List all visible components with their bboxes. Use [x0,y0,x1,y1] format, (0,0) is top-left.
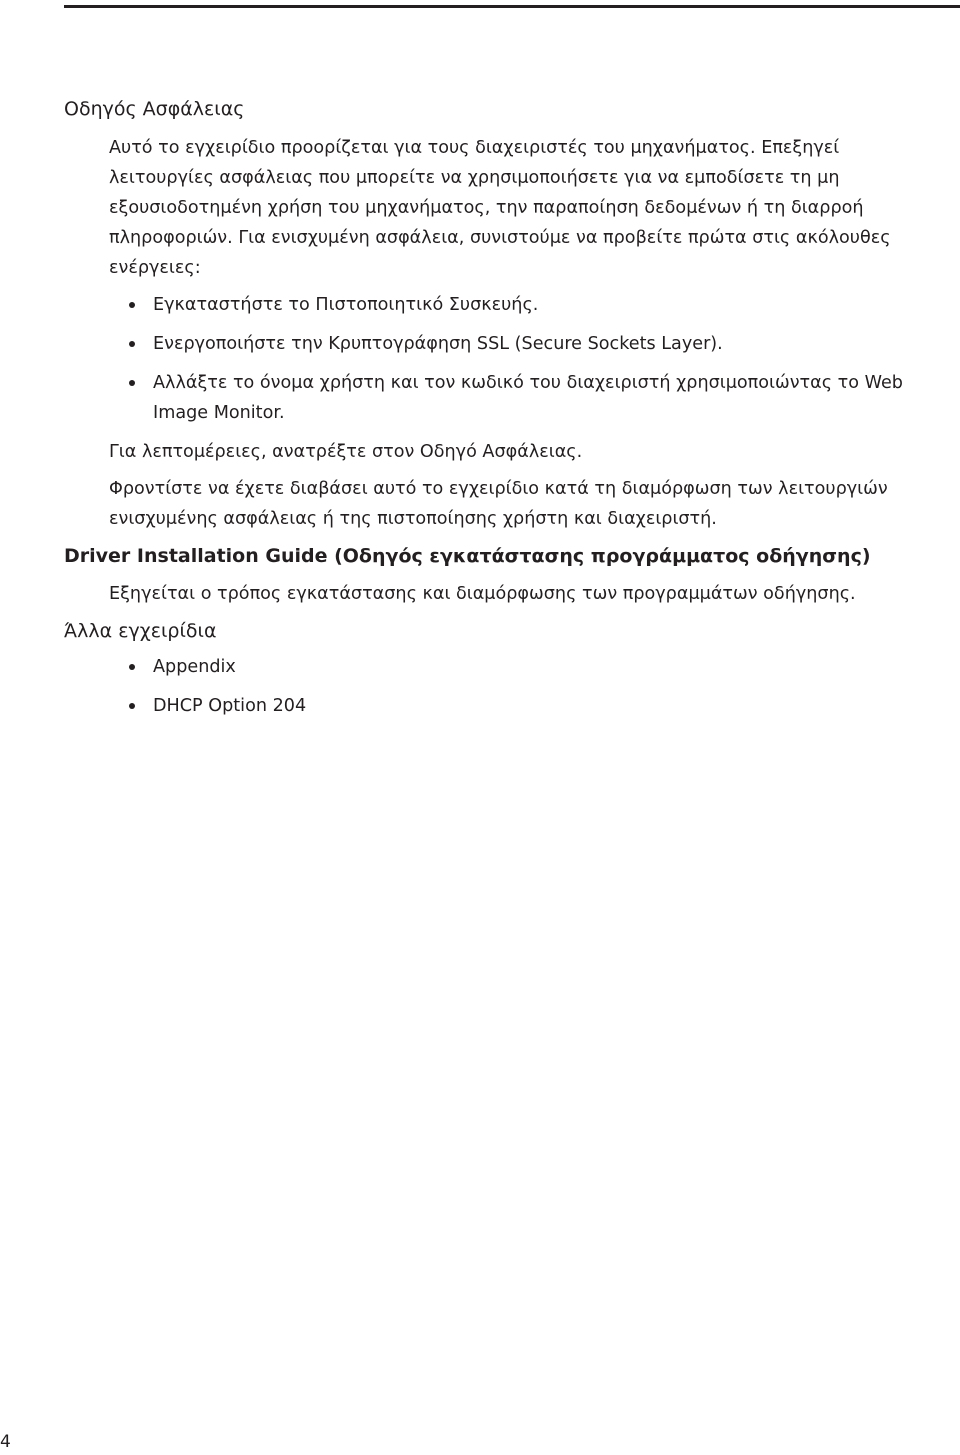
driver-guide-description: Εξηγείται ο τρόπος εγκατάστασης και διαμόρφωσης των προγραμμάτων οδήγησης. [109,584,856,604]
header-rule [64,5,960,8]
page-number: 4 [0,1432,11,1452]
security-guide-heading: Οδηγός Ασφάλειας [64,98,245,120]
list-item [109,329,934,359]
driver-guide-heading: Driver Installation Guide (Οδηγός εγκατάστασης προγράμματος οδήγησης) [64,545,871,567]
list-item [109,652,934,682]
security-guide-note: Φροντίστε να έχετε διαβάσει αυτό το εγχειρίδιο κατά τη διαμόρφωση των λειτουργιών ενισχυμένης ασφάλειας ή της πιστοποίησης χρήστη και διαχειριστή. [109,479,888,529]
other-manuals-section [64,616,934,721]
list-item-text: Ενεργοποιήστε την Κρυπτογράφηση SSL (Secure Sockets Layer). [153,334,723,354]
list-item [109,691,934,721]
list-item-text: Αλλάξτε το όνομα χρήστη και τον κωδικό του διαχειριστή χρησιμοποιώντας το Web Image Monitor. [153,373,903,423]
security-guide-details: Για λεπτομέρειες, ανατρέξτε στον Οδηγό Ασφάλειας. [109,442,583,462]
security-steps-list [109,290,934,428]
bullet-icon [129,341,135,347]
driver-guide-section [64,541,934,609]
list-item [109,368,934,428]
list-item [109,290,934,320]
bullet-icon [129,302,135,308]
security-guide-section [64,94,934,534]
bullet-icon [129,380,135,386]
bullet-icon [129,703,135,709]
page-content [64,94,934,730]
other-manuals-heading: Άλλα εγχειρίδια [64,620,217,642]
list-item-text: Εγκαταστήστε το Πιστοποιητικό Συσκευής. [153,295,539,315]
list-item-text: DHCP Option 204 [153,696,307,716]
other-manuals-list [109,652,934,721]
list-item-text: Appendix [153,657,236,677]
security-guide-intro: Αυτό το εγχειρίδιο προορίζεται για τους διαχειριστές του μηχανήματος. Επεξηγεί λειτουργίες ασφάλειας που μπορείτε να χρησιμοποιήσετε για να εμποδίσετε τη μη εξουσιοδοτημένη χρήση του μηχανήματος, την παραποίηση δεδομένων ή τη διαρροή πληροφοριών. Για ενισχυμένη ασφάλεια, συνιστούμε να προβείτε πρώτα στις ακόλουθες ενέργειες: [109,138,891,278]
bullet-icon [129,664,135,670]
